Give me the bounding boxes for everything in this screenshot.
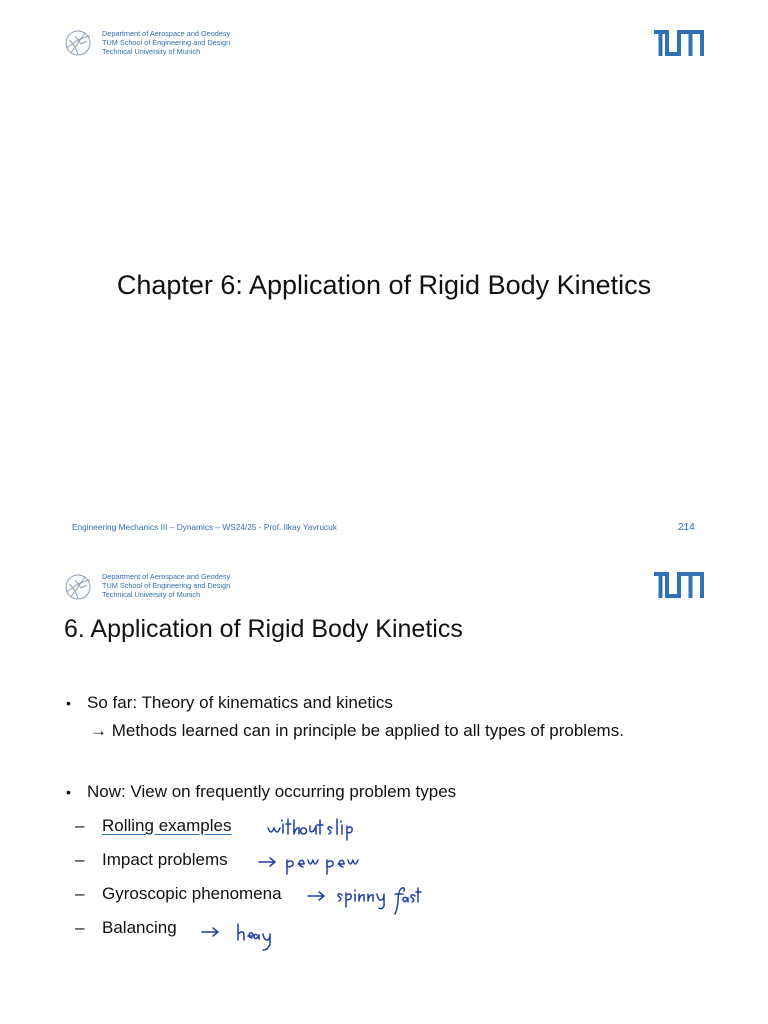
department-text [102, 29, 230, 56]
bullet-marker: • [66, 695, 71, 711]
dash-marker: – [75, 884, 85, 903]
handwritten-annotation [257, 850, 361, 876]
chapter-title: Chapter 6: Application of Rigid Body Kinetics [116, 270, 652, 300]
dept-line: TUM School of Engineering and Design [102, 38, 231, 47]
dash-marker: – [75, 850, 85, 869]
tum-logo-icon [654, 30, 704, 56]
handwritten-annotation [306, 882, 422, 922]
handwritten-annotation [200, 920, 280, 950]
dept-line: Technical University of Munich [102, 47, 201, 56]
dash-marker: – [75, 918, 85, 937]
dept-line: Department of Aerospace and Geodesy [102, 29, 231, 38]
list-item: Gyroscopic phenomena [102, 884, 282, 903]
slide-content [0, 548, 768, 1024]
list-item-rolling-examples[interactable]: Rolling examples [102, 816, 232, 835]
dept-line: Department of Aerospace and Geodesy [102, 572, 231, 581]
dash-marker: – [75, 816, 85, 835]
bullet-marker: • [66, 784, 71, 800]
dept-line: TUM School of Engineering and Design [102, 581, 231, 590]
page-number: 214 [678, 522, 695, 533]
bullet-subtext: → Methods learned can in principle be applied to all types of problems. [90, 721, 624, 740]
list-item: Balancing [102, 918, 177, 937]
bullet-text: So far: Theory of kinematics and kinetics [87, 693, 393, 712]
content-slide [0, 548, 768, 1024]
aerospace-plane-globe-icon [63, 28, 93, 58]
slide-title: 6. Application of Rigid Body Kinetics [64, 615, 463, 643]
list-item: Impact problems [102, 850, 228, 869]
handwritten-annotation [266, 816, 361, 842]
dept-line: Technical University of Munich [102, 590, 201, 599]
bullet-text: Now: View on frequently occurring problem types [87, 782, 457, 801]
footer-text: Engineering Mechanics III – Dynamics – WS24/25 - Prof. Ilkay Yavrucuk [72, 522, 337, 532]
